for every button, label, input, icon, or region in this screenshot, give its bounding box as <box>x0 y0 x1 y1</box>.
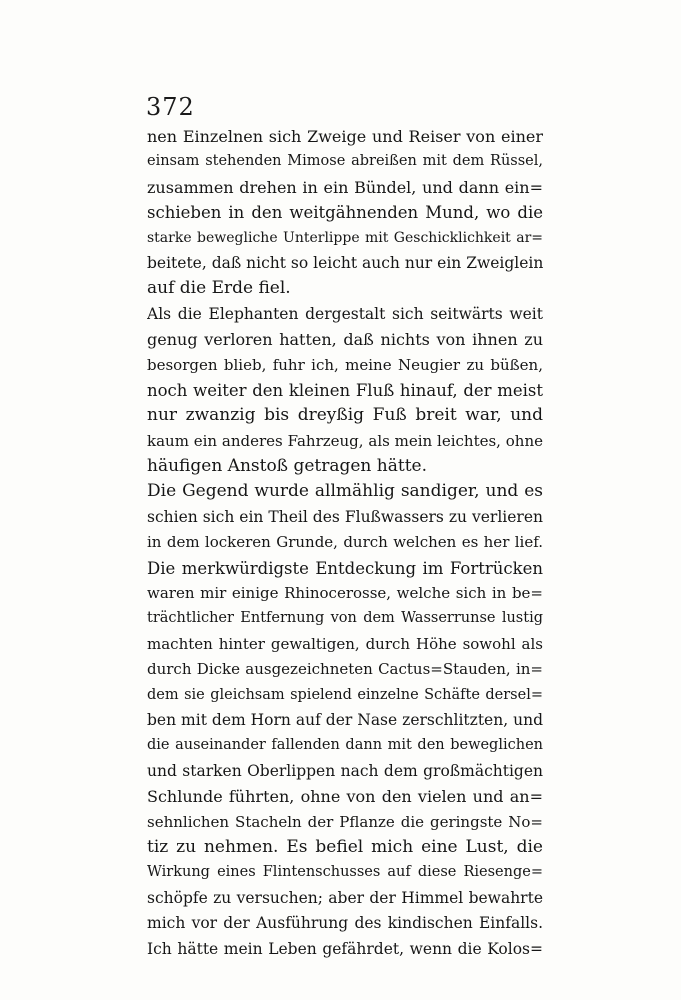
text-line: noch weiter den kleinen Fluß hinauf, der meist <box>147 380 543 400</box>
text-line: durch Dicke ausgezeichneten Cactus=Stauden, in= <box>147 660 543 679</box>
text-line: nur zwanzig bis dreyßig Fuß breit war, und <box>147 405 543 426</box>
text-line: Ich hätte mein Leben gefährdet, wenn die Kolos= <box>147 939 543 958</box>
text-line: machten hinter gewaltigen, durch Höhe sowohl als <box>147 634 543 653</box>
text-line: tiz zu nehmen. Es befiel mich eine Lust, die <box>147 836 543 857</box>
text-line: kaum ein anderes Fahrzeug, als mein leichtes, ohne <box>147 431 543 450</box>
text-line: schieben in den weitgähnenden Mund, wo die <box>147 203 543 223</box>
text-line: mich vor der Ausführung des kindischen Einfalls. <box>147 914 543 933</box>
text-line: Schlunde führten, ohne von den vielen und an= <box>147 787 543 807</box>
text-line: häufigen Anstoß getragen hätte. <box>147 456 427 477</box>
text-line: schien sich ein Theil des Flußwassers zu verlieren <box>147 507 543 526</box>
text-line: beitete, daß nicht so leicht auch nur ein Zweiglein <box>147 253 543 272</box>
text-line: Als die Elephanten dergestalt sich seitwärts weit <box>147 304 543 323</box>
text-line: nen Einzelnen sich Zweige und Reiser von einer <box>147 127 543 146</box>
body-text <box>147 124 543 962</box>
text-line: dem sie gleichsam spielend einzelne Schäfte dersel= <box>147 686 543 703</box>
text-line: in dem lockeren Grunde, durch welchen es her lief. <box>147 533 543 552</box>
text-line: besorgen blieb, fuhr ich, meine Neugier zu büßen, <box>147 355 543 374</box>
page-number: 372 <box>146 93 195 121</box>
text-line: zusammen drehen in ein Bündel, und dann ein= <box>147 177 543 197</box>
text-line: starke bewegliche Unterlippe mit Geschicklichkeit ar= <box>147 229 543 246</box>
text-line: die auseinander fallenden dann mit den beweglichen <box>147 737 543 754</box>
text-line: und starken Oberlippen nach dem großmächtigen <box>147 761 543 780</box>
text-line: sehnlichen Stacheln der Pflanze die geringste No= <box>147 812 543 831</box>
text-line: waren mir einige Rhinocerosse, welche sich in be= <box>147 584 543 603</box>
text-line: trächtlicher Entfernung von dem Wasserrunse lustig <box>147 610 543 627</box>
text-line: ben mit dem Horn auf der Nase zerschlitzten, und <box>147 710 543 729</box>
text-line: auf die Erde fiel. <box>147 278 291 299</box>
text-line: einsam stehenden Mimose abreißen mit dem Rüssel, <box>147 153 543 170</box>
text-line: genug verloren hatten, daß nichts von ihnen zu <box>147 330 543 350</box>
text-line: Die Gegend wurde allmählig sandiger, und es <box>147 481 543 502</box>
text-line: Die merkwürdigste Entdeckung im Fortrücken <box>147 558 543 578</box>
text-line: Wirkung eines Flintenschusses auf diese Riesenge= <box>147 864 543 881</box>
text-line: schöpfe zu versuchen; aber der Himmel bewahrte <box>147 888 543 907</box>
